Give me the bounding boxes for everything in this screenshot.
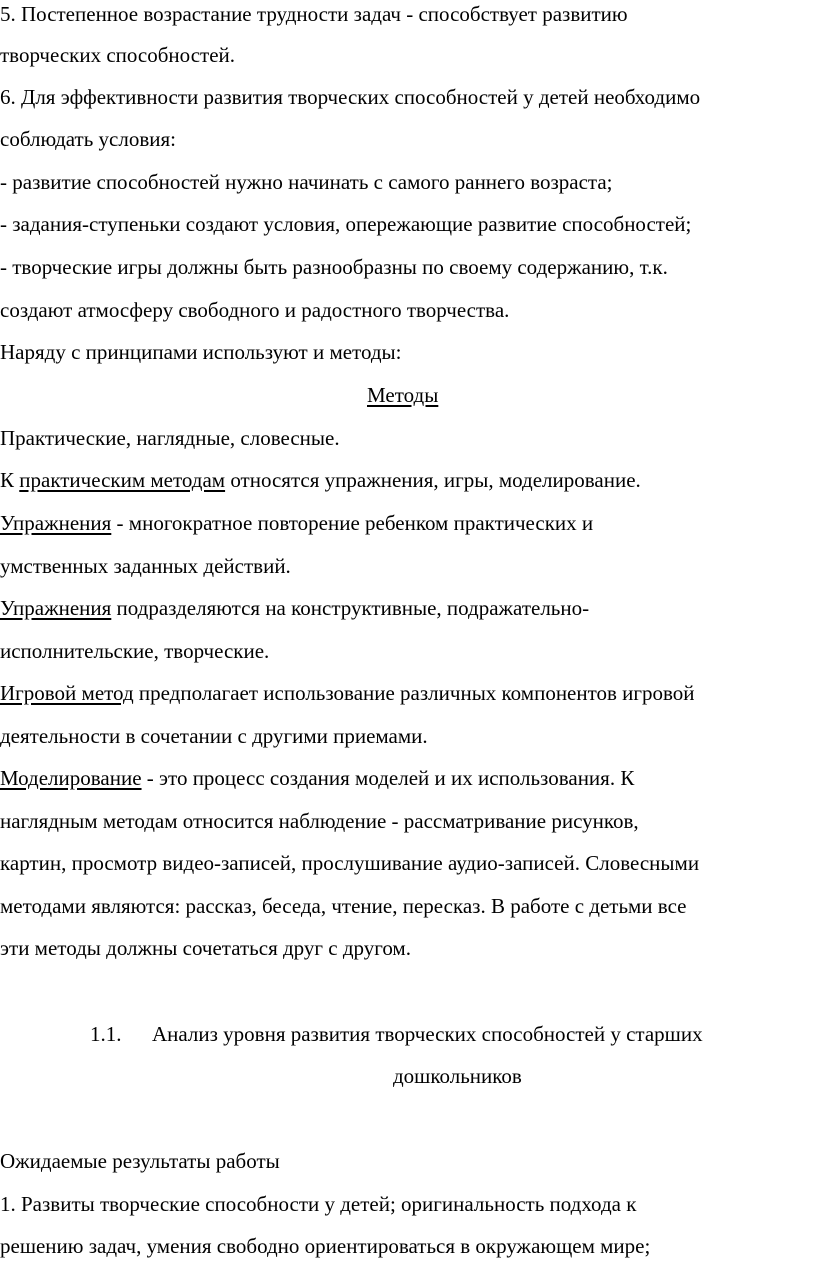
paragraph-line (0, 683, 695, 704)
text-run: относятся упражнения, игры, моделирование. (225, 468, 641, 492)
text-run: К (0, 468, 20, 492)
term-exercises: Упражнения (0, 596, 112, 620)
paragraph-line: эти методы должны сочетаться друг с другом. (0, 936, 411, 960)
paragraph-line: 1. Развиты творческие способности у детей; оригинальность подхода к (0, 1192, 637, 1216)
list-item: - задания-ступеньки создают условия, опережающие развитие способностей; (0, 212, 692, 236)
paragraph-line: картин, просмотр видео-записей, прослушивание аудио-записей. Словесными (0, 851, 700, 875)
text-run: - многократное повторение ребенком практических и (111, 511, 594, 535)
term-exercises: Упражнения (0, 511, 112, 535)
paragraph-line (0, 598, 589, 619)
section-title-methods: Методы (367, 383, 439, 407)
paragraph-line (0, 768, 634, 789)
term-practical-methods: практическим методам (19, 468, 226, 492)
paragraph-line: 5. Постепенное возрастание трудности задач - способствует развитию (0, 2, 628, 26)
paragraph-line: создают атмосферу свободного и радостного творчества. (0, 298, 510, 322)
heading-text: дошкольников (393, 1064, 522, 1088)
paragraph-line: Наряду с принципами используют и методы: (0, 340, 402, 364)
paragraph-line: деятельности в сочетании с другими приемами. (0, 724, 428, 748)
paragraph-line: решению задач, умения свободно ориентироваться в окружающем мире; (0, 1234, 651, 1258)
paragraph-line: методами являются: рассказ, беседа, чтение, пересказ. В работе с детьми все (0, 894, 687, 918)
paragraph-line: умственных заданных действий. (0, 554, 291, 578)
paragraph-line: наглядным методам относится наблюдение - рассматривание рисунков, (0, 809, 639, 833)
paragraph-line (0, 513, 593, 534)
list-item: - развитие способностей нужно начинать с самого раннего возраста; (0, 170, 613, 194)
paragraph-line: Практические, наглядные, словесные. (0, 426, 340, 450)
term-game-method: Игровой метод (0, 681, 134, 705)
paragraph-line (0, 470, 641, 491)
paragraph-line: 6. Для эффективности развития творческих способностей у детей необходимо (0, 85, 701, 109)
text-run: предполагает использование различных компонентов игровой (133, 681, 695, 705)
text-run: - это процесс создания моделей и их использования. К (141, 766, 635, 790)
paragraph-line: соблюдать условия: (0, 127, 176, 151)
paragraph-line: исполнительские, творческие. (0, 639, 270, 663)
paragraph-line: творческих способностей. (0, 43, 235, 67)
text-run: подразделяются на конструктивные, подражательно- (111, 596, 590, 620)
term-modeling: Моделирование (0, 766, 142, 790)
list-item: - творческие игры должны быть разнообразны по своему содержанию, т.к. (0, 255, 668, 279)
heading-text: Анализ уровня развития творческих способностей у старших (152, 1022, 703, 1046)
paragraph-line: Ожидаемые результаты работы (0, 1149, 280, 1173)
heading-number: 1.1. (90, 1022, 122, 1046)
